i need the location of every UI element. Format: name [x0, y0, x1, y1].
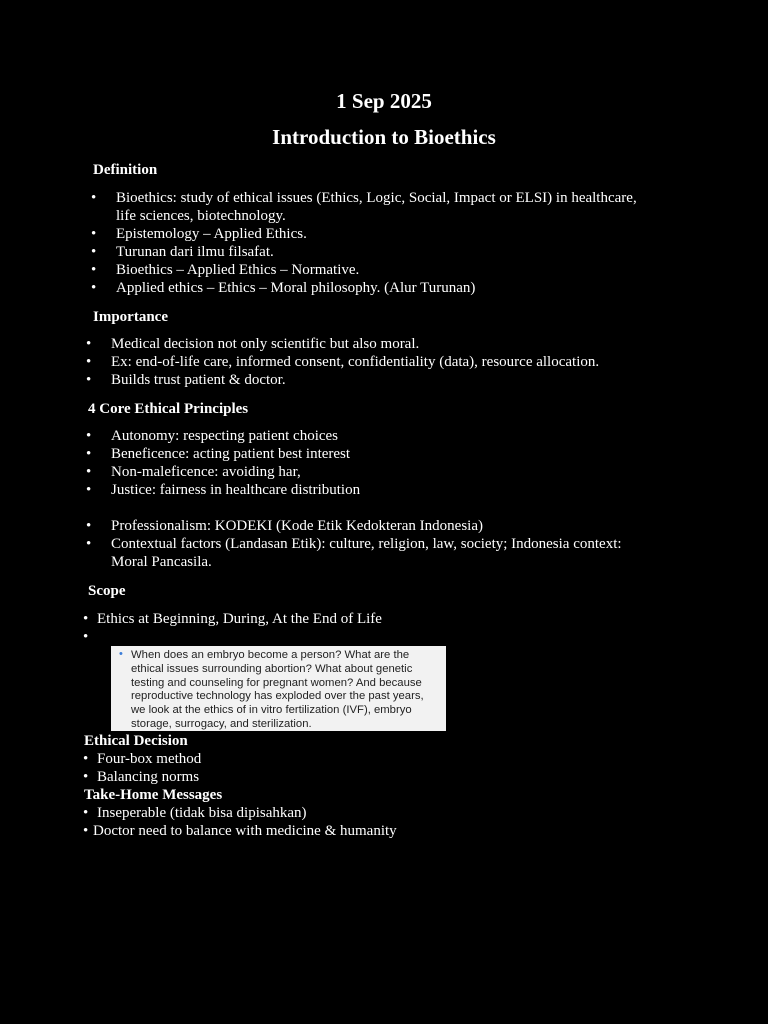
document-date: 1 Sep 2025	[336, 89, 432, 113]
bullet-icon: •	[86, 428, 92, 444]
bullet-icon: •	[83, 769, 89, 785]
list-item: • Beneficence: acting patient best interest	[86, 446, 351, 462]
principles-list	[86, 427, 666, 499]
figure-text-line: we look at the ethics of in vitro fertilization (IVF), embryo	[131, 704, 412, 717]
list-item: • Non-maleficence: avoiding har,	[86, 464, 301, 480]
bullet-icon: •	[91, 280, 97, 296]
importance-list	[86, 335, 666, 389]
bullet-icon: •	[86, 482, 92, 498]
list-item: • Professionalism: KODEKI (Kode Etik Kedokteran Indonesia)	[86, 518, 483, 534]
decision-list	[83, 750, 663, 786]
bullet-icon: •	[86, 446, 92, 462]
list-item: • Medical decision not only scientific but also moral.	[86, 336, 420, 352]
list-item: • Contextual factors (Landasan Etik): culture, religion, law, society; Indonesia context:	[86, 536, 622, 552]
takehome-list	[83, 804, 663, 840]
bullet-icon: •	[91, 226, 97, 242]
document-title: Introduction to Bioethics	[272, 125, 496, 149]
bullet-icon: •	[83, 611, 89, 627]
list-item: • Bioethics – Applied Ethics – Normative.	[91, 262, 360, 278]
bullet-icon: •	[91, 262, 97, 278]
list-item: • Ethics at Beginning, During, At the End of Life	[83, 611, 382, 627]
definition-list	[91, 189, 671, 297]
list-item: • Inseperable (tidak bisa dipisahkan)	[83, 805, 307, 821]
list-item-continuation: life sciences, biotechnology.	[116, 208, 286, 224]
figure-text-line: storage, surrogacy, and sterilization.	[131, 717, 312, 730]
takehome-heading: Take-Home Messages	[84, 787, 223, 803]
bullet-icon: •	[83, 629, 89, 645]
list-item: • Bioethics: study of ethical issues (Ethics, Logic, Social, Impact or ELSI) in healthcare,	[91, 190, 637, 206]
bullet-icon: •	[86, 372, 92, 388]
list-item: • Applied ethics – Ethics – Moral philosophy. (Alur Turunan)	[91, 280, 476, 296]
bullet-icon: •	[83, 805, 89, 821]
bullet-icon: •	[119, 648, 123, 660]
principles-heading: 4 Core Ethical Principles	[88, 401, 249, 417]
figure-text-line: ethical issues surrounding abortion? What about genetic	[131, 662, 413, 675]
bullet-icon: •	[86, 518, 92, 534]
list-item: • Balancing norms	[83, 769, 200, 785]
bullet-icon: •	[83, 823, 89, 839]
figure-text-line: When does an embryo become a person? What are the	[131, 649, 410, 661]
list-item: • Builds trust patient & doctor.	[86, 372, 286, 388]
scope-heading: Scope	[88, 583, 126, 599]
bullet-icon: •	[86, 464, 92, 480]
list-item: • Doctor need to balance with medicine & humanity	[83, 823, 397, 839]
bullet-icon: •	[91, 190, 97, 206]
bullet-icon: •	[86, 336, 92, 352]
scope-list	[83, 610, 663, 646]
list-item	[83, 628, 663, 646]
list-item: • Four-box method	[83, 751, 202, 767]
importance-heading: Importance	[93, 309, 168, 325]
embedded-screenshot-figure	[111, 646, 446, 731]
figure-text-line: reproductive technology has exploded over the past years,	[131, 690, 424, 703]
figure-text-line: testing and counseling for pregnant women? And because	[131, 676, 422, 689]
list-item: • Epistemology – Applied Ethics.	[91, 226, 307, 242]
list-item: • Turunan dari ilmu filsafat.	[91, 244, 274, 260]
principles-extra-list	[86, 517, 666, 571]
bullet-icon: •	[86, 536, 92, 552]
list-item: • Autonomy: respecting patient choices	[86, 428, 339, 444]
decision-heading: Ethical Decision	[84, 733, 188, 749]
list-item: • Ex: end-of-life care, informed consent, confidentiality (data), resource allocation.	[86, 354, 600, 370]
definition-heading: Definition	[93, 162, 158, 178]
list-item-continuation: Moral Pancasila.	[111, 554, 212, 570]
list-item: • Justice: fairness in healthcare distribution	[86, 482, 361, 498]
bullet-icon: •	[91, 244, 97, 260]
bullet-icon: •	[86, 354, 92, 370]
bullet-icon: •	[83, 751, 89, 767]
